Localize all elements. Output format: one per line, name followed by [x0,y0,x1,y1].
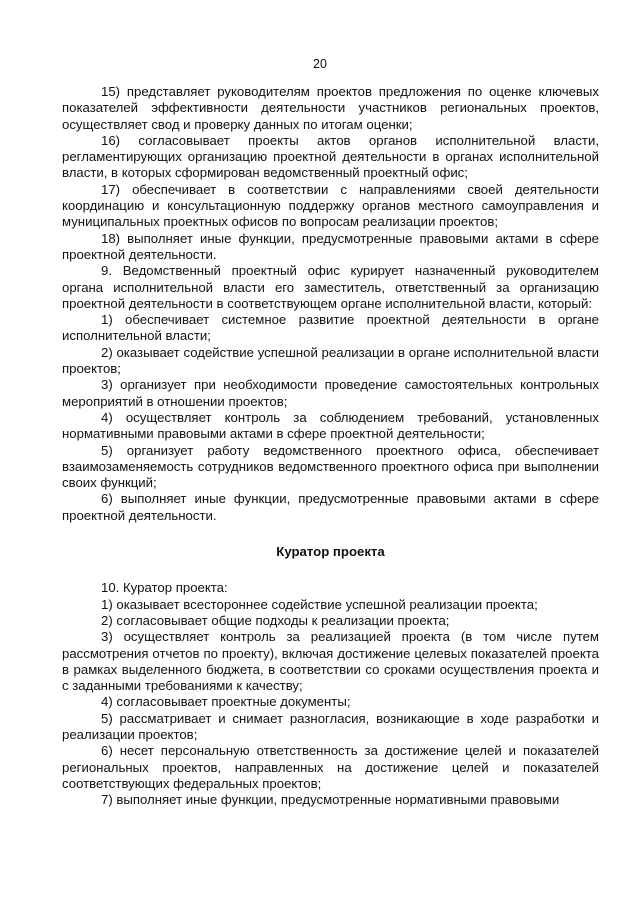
paragraph-clause-9-item-1: 1) обеспечивает системное развитие проектной деятельности в органе исполнительной власти; [62,312,599,344]
paragraph-clause-9-item-3: 3) организует при необходимости проведение самостоятельных контрольных мероприятий в отношении проектов; [62,377,599,409]
paragraph-clause-9-item-4: 4) осуществляет контроль за соблюдением требований, установленных нормативными правовыми актами в сфере проектной деятельности; [62,409,599,442]
document-body [62,84,599,808]
paragraph-clause-10: 10. Куратор проекта: [101,580,228,596]
paragraph-clause-9-item-5: 5) организует работу ведомственного проектного офиса, обеспечивает взаимозаменяемость сотрудников ведомственного проектного офиса при выполнении своих функций; [62,442,599,491]
paragraph-clause-9-item-2: 2) оказывает содействие успешной реализации в органе исполнительной власти проектов; [62,344,599,377]
paragraph-clause-10-item-6: 6) несет персональную ответственность за достижение целей и показателей региональных проектов, направленных на достижение целей и показателей соответствующих федеральных проектов; [62,743,599,791]
paragraph-clause-10-item-2: 2) согласовывает общие подходы к реализации проекта; [101,612,450,628]
paragraph-clause-10-item-7: 7) выполняет иные функции, предусмотренные нормативными правовыми [101,792,560,808]
paragraph-clause-9: 9. Ведомственный проектный офис курирует назначенный руководителем органа исполнительной власти его заместитель, ответственный за организацию проектной деятельности в соответствующем органе исполнительной власти, который: [62,263,599,311]
paragraph-clause-10-item-3: 3) осуществляет контроль за реализацией проекта (в том числе путем рассмотрения отчетов по проекту), включая достижение целевых показателей проекта в рамках выделенного бюджета, в соответствии со сроками осуществления проекта и с заданными требованиями к качеству; [62,629,599,694]
section-project-office-functions [62,84,599,524]
paragraph-item-15: 15) представляет руководителям проектов предложения по оценке ключевых показателей эффективности деятельности участников региональных проектов, осуществляет свод и проверку данных по итогам оценки; [62,84,599,132]
section-project-curator [62,580,599,808]
section-heading: Куратор проекта [276,544,385,560]
paragraph-item-17: 17) обеспечивает в соответствии с направлениями своей деятельности координацию и консультационную поддержку органов местного самоуправления и муниципальных проектных офисов по вопросам реализации проектов; [62,181,599,230]
paragraph-clause-9-item-6: 6) выполняет иные функции, предусмотренные правовыми актами в сфере проектной деятельности. [62,491,599,523]
paragraph-clause-10-item-5: 5) рассматривает и снимает разногласия, возникающие в ходе разработки и реализации проектов; [62,710,599,742]
paragraph-item-18: 18) выполняет иные функции, предусмотренные правовыми актами в сфере проектной деятельности. [62,230,599,262]
paragraph-item-16: 16) согласовывает проекты актов органов исполнительной власти, регламентирующих организацию проектной деятельности в органах исполнительной власти, в которых сформирован ведомственный проектный офис; [62,132,599,181]
paragraph-clause-10-item-1: 1) оказывает всестороннее содействие успешной реализации проекта; [101,596,538,612]
paragraph-clause-10-item-4: 4) согласовывает проектные документы; [101,694,351,710]
page-number: 20 [313,57,327,71]
